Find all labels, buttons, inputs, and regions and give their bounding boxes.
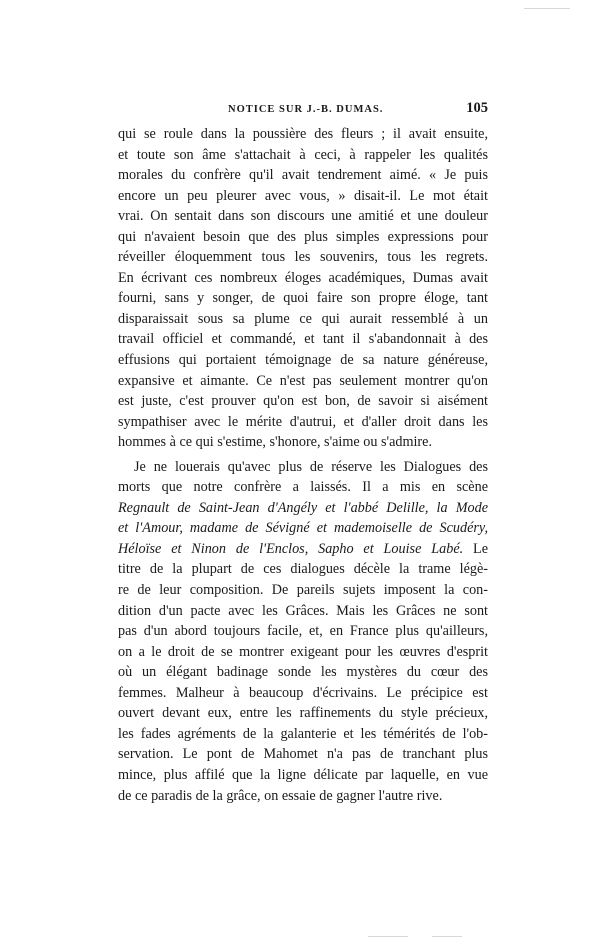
text-line (118, 662, 488, 683)
text-run: Je ne louerais qu'avec plus de réserve les Dialogues des (134, 458, 488, 475)
text-line (118, 186, 488, 207)
page-header (118, 100, 488, 120)
text-line (118, 477, 488, 498)
text-run: où un élégant badinage sonde les mystères du cœur des (118, 664, 488, 681)
text-line (118, 371, 488, 392)
text-line (118, 247, 488, 268)
text-run: re de leur composition. De pareils sujets imposent la con- (118, 582, 488, 599)
text-run: et toute son âme s'attachait à ceci, à rappeler les qualités (118, 146, 488, 163)
text-run: fourni, sans y songer, de quoi faire son propre éloge, tant (118, 290, 488, 307)
page-number: 105 (466, 100, 488, 116)
text-line (118, 518, 488, 539)
italic-run: Regnault de Saint-Jean d'Angély et l'abbé Delille, la Mode (118, 499, 488, 516)
text-line (118, 165, 488, 186)
text-run: En écrivant ces nombreux éloges académiques, Dumas avait (118, 269, 488, 286)
italic-run: et l'Amour, madame de Sévigné et mademoiselle de Scudéry, (118, 520, 488, 537)
text-run: femmes. Malheur à beaucoup d'écrivains. Le précipice est (118, 684, 488, 701)
text-run: les fades agréments de la galanterie et les témérités de l'ob- (118, 725, 488, 742)
text-line (118, 350, 488, 371)
text-run: qui se roule dans la poussière des fleurs ; il avait ensuite, (118, 126, 488, 142)
text-line (118, 498, 488, 519)
text-line (118, 765, 488, 786)
text-line (118, 124, 488, 145)
text-line (118, 206, 488, 227)
text-run: hommes à ce qui s'estime, s'honore, s'aime ou s'admire. (118, 434, 433, 451)
text-run: est juste, c'est prouver qu'on est bon, de savoir si aisément (118, 393, 488, 410)
text-run: dition d'un pacte avec les Grâces. Mais les Grâces ne sont (118, 602, 488, 619)
text-line (118, 580, 488, 601)
text-line (118, 412, 488, 433)
text-run: travail officiel et commandé, et tant il s'abandonnait à des (118, 331, 488, 348)
top-edge-mark (524, 8, 570, 9)
running-head: NOTICE SUR J.-B. DUMAS. (228, 104, 384, 115)
text-line (118, 145, 488, 166)
text-run: servation. Le pont de Mahomet n'a pas de tranchant plus (118, 746, 488, 763)
text-run: titre de la plupart de ces dialogues décèle la trame légè- (118, 561, 488, 578)
text-run: vrai. On sentait dans son discours une amitié et une douleur (118, 208, 488, 225)
text-run: sympathiser avec le mérite d'autrui, et d'aller droit dans les (118, 413, 488, 430)
text-run: pas d'un abord toujours facile, et, en France plus qu'ailleurs, (118, 623, 488, 640)
text-line (118, 724, 488, 745)
text-line (118, 744, 488, 765)
text-run: réveiller éloquemment tous les souvenirs, tous les regrets. (118, 249, 488, 266)
text-run: mince, plus affilé que la ligne délicate par laquelle, en vue (118, 766, 488, 783)
text-run: ouvert devant eux, entre les raffinements du style précieux, (118, 705, 488, 722)
text-line (118, 601, 488, 622)
text-run: encore un peu pleurer avec vous, » disait-il. Le mot était (118, 187, 488, 204)
bottom-edge-mark (368, 936, 408, 937)
text-run: effusions qui portaient témoignage de sa nature généreuse, (118, 352, 488, 369)
text-run: on a le droit de se montrer exigeant pour les œuvres d'esprit (118, 643, 488, 660)
text-run: qui n'avaient besoin que des plus simples expressions pour (118, 228, 488, 245)
text-run: disparaissait sous sa plume ce qui aurait ressemblé à un (118, 310, 488, 327)
text-line (118, 559, 488, 580)
text-line (118, 786, 488, 807)
text-run: expansive et aimante. Ce n'est pas seulement montrer qu'on (118, 372, 488, 389)
text-line (118, 268, 488, 289)
text-line (118, 703, 488, 724)
text-run: morales du confrère qu'il avait tendrement aimé. « Je puis (118, 167, 488, 184)
text-line (118, 621, 488, 642)
text-line (118, 227, 488, 248)
text-line (118, 288, 488, 309)
text-run: de ce paradis de la grâce, on essaie de gagner l'autre rive. (118, 787, 443, 804)
bottom-edge-mark-2 (432, 936, 462, 937)
text-run: morts que notre confrère a laissés. Il a mis en scène (118, 479, 488, 496)
italic-run: Héloïse et Ninon de l'Enclos, Sapho et Louise Labé. (118, 540, 464, 557)
page-body (118, 124, 488, 806)
text-line (118, 432, 488, 453)
text-line (118, 329, 488, 350)
text-line (118, 683, 488, 704)
text-line (118, 642, 488, 663)
text-run: Le (463, 540, 488, 557)
text-line (118, 539, 488, 560)
paragraph (118, 124, 488, 453)
text-line (118, 309, 488, 330)
text-line (118, 457, 488, 478)
paragraph (118, 457, 488, 806)
text-line (118, 391, 488, 412)
